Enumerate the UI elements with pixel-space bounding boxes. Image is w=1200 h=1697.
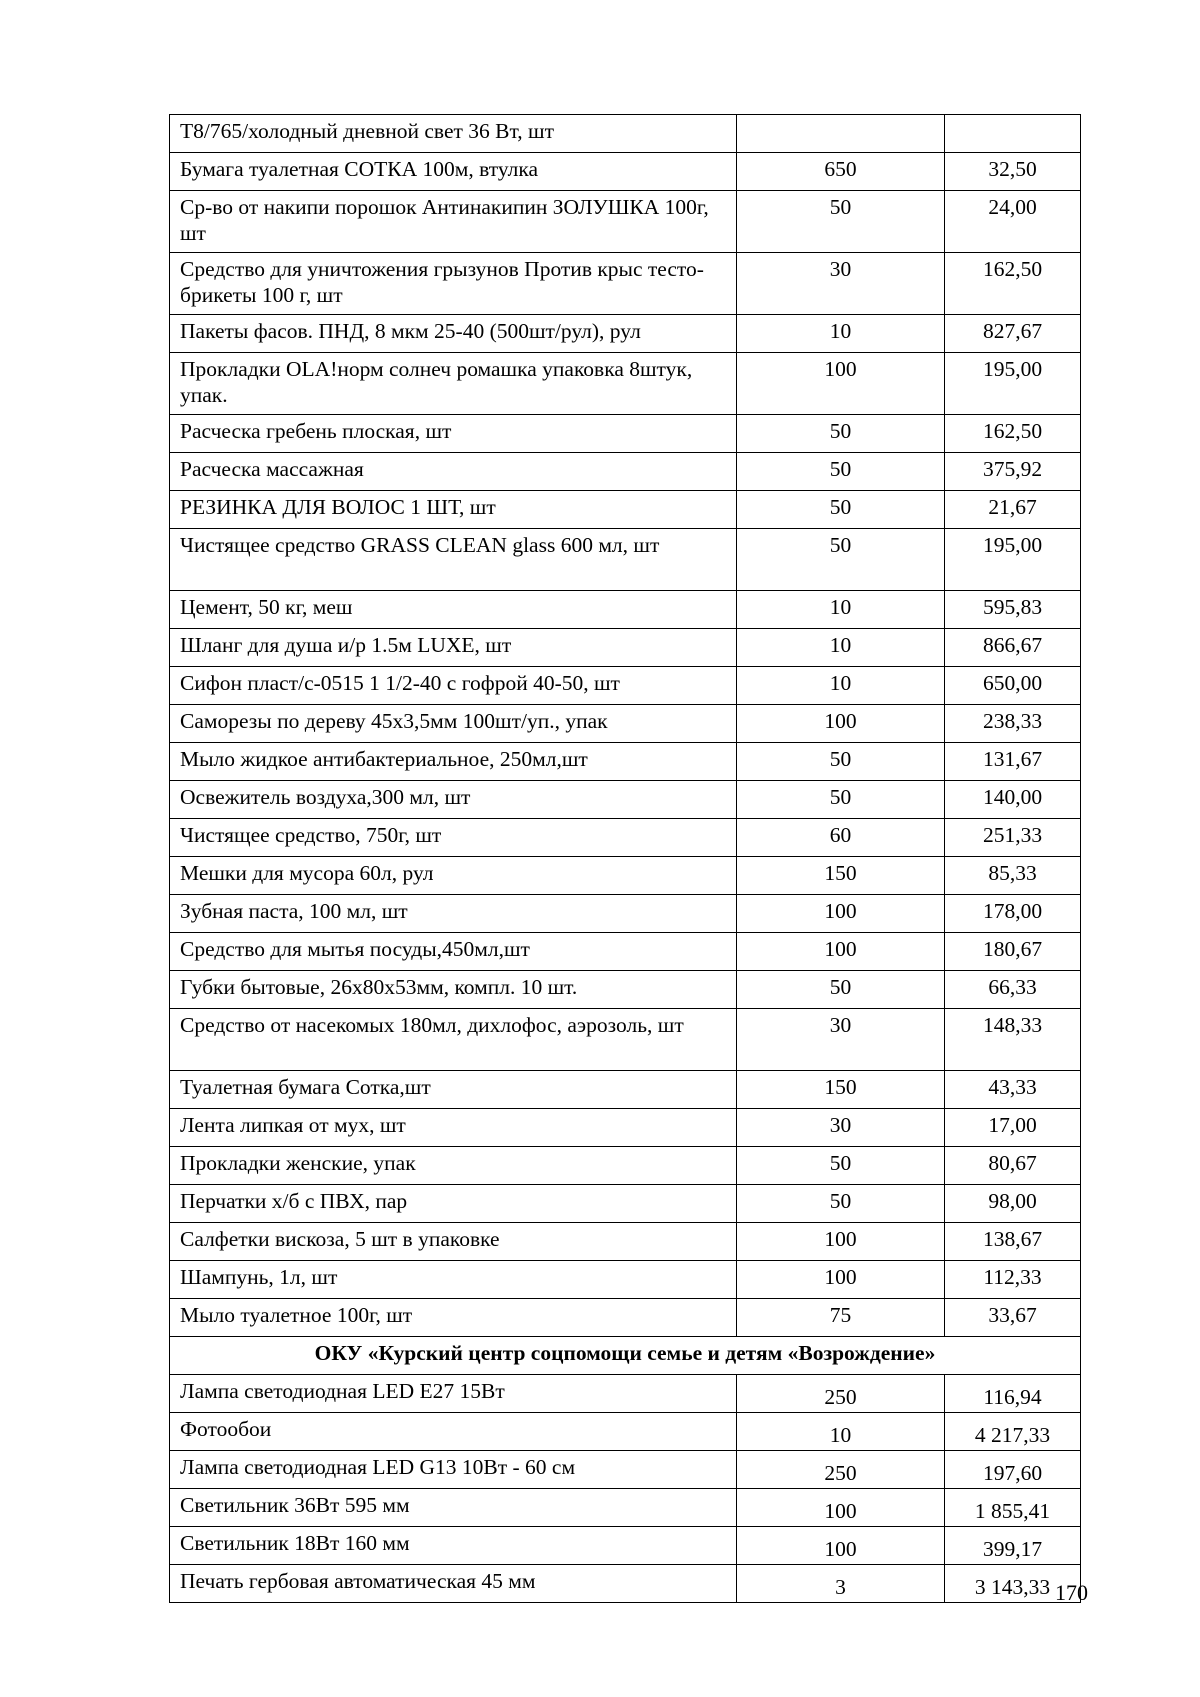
item-price-cell: 195,00 <box>945 529 1081 591</box>
table-row <box>170 667 1081 705</box>
item-qty-cell: 250 <box>737 1451 945 1489</box>
item-price-cell: 238,33 <box>945 705 1081 743</box>
item-price-cell: 4 217,33 <box>945 1413 1081 1451</box>
item-price-cell: 195,00 <box>945 353 1081 415</box>
table-row <box>170 1413 1081 1451</box>
item-name-cell: Прокладки женские, упак <box>170 1147 737 1185</box>
item-price-cell: 827,67 <box>945 315 1081 353</box>
item-qty-cell: 50 <box>737 191 945 253</box>
item-name-cell: Сифон пласт/с-0515 1 1/2-40 с гофрой 40-50, шт <box>170 667 737 705</box>
item-qty-cell: 10 <box>737 591 945 629</box>
item-qty-cell: 60 <box>737 819 945 857</box>
item-qty-cell: 10 <box>737 667 945 705</box>
item-price-cell: 162,50 <box>945 253 1081 315</box>
table-row <box>170 895 1081 933</box>
table-row <box>170 1147 1081 1185</box>
item-name-cell: Расческа гребень плоская, шт <box>170 415 737 453</box>
item-qty-cell: 3 <box>737 1565 945 1603</box>
item-qty-cell: 50 <box>737 415 945 453</box>
item-price-cell: 66,33 <box>945 971 1081 1009</box>
item-name-cell: Мыло жидкое антибактериальное, 250мл,шт <box>170 743 737 781</box>
item-name-cell: РЕЗИНКА ДЛЯ ВОЛОС 1 ШТ, шт <box>170 491 737 529</box>
table-row <box>170 153 1081 191</box>
table-row <box>170 191 1081 253</box>
table-row <box>170 1009 1081 1071</box>
table-row <box>170 781 1081 819</box>
table-row <box>170 743 1081 781</box>
item-qty-cell: 100 <box>737 705 945 743</box>
item-price-cell: 197,60 <box>945 1451 1081 1489</box>
item-price-cell: 98,00 <box>945 1185 1081 1223</box>
item-name-cell: Т8/765/холодный дневной свет 36 Вт, шт <box>170 115 737 153</box>
item-price-cell: 178,00 <box>945 895 1081 933</box>
item-price-cell: 32,50 <box>945 153 1081 191</box>
table-row <box>170 353 1081 415</box>
item-name-cell: Мешки для мусора 60л, рул <box>170 857 737 895</box>
table-row <box>170 1489 1081 1527</box>
table-row <box>170 705 1081 743</box>
items-table-body <box>170 115 1081 1603</box>
item-price-cell: 33,67 <box>945 1299 1081 1337</box>
table-row <box>170 1109 1081 1147</box>
table-row <box>170 857 1081 895</box>
table-row <box>170 1223 1081 1261</box>
item-name-cell: Прокладки OLA!норм солнеч ромашка упаковка 8штук, упак. <box>170 353 737 415</box>
item-name-cell: Бумага туалетная СОТКА 100м, втулка <box>170 153 737 191</box>
item-name-cell: Лампа светодиодная LED G13 10Вт - 60 см <box>170 1451 737 1489</box>
item-qty-cell: 50 <box>737 529 945 591</box>
table-row <box>170 1375 1081 1413</box>
item-qty-cell: 100 <box>737 1261 945 1299</box>
item-name-cell: Салфетки вискоза, 5 шт в упаковке <box>170 1223 737 1261</box>
item-name-cell: Чистящее средство, 750г, шт <box>170 819 737 857</box>
table-row <box>170 819 1081 857</box>
item-name-cell: Лента липкая от мух, шт <box>170 1109 737 1147</box>
item-price-cell: 162,50 <box>945 415 1081 453</box>
item-qty-cell: 650 <box>737 153 945 191</box>
item-name-cell: Туалетная бумага Сотка,шт <box>170 1071 737 1109</box>
item-price-cell: 180,67 <box>945 933 1081 971</box>
item-price-cell: 148,33 <box>945 1009 1081 1071</box>
item-qty-cell <box>737 115 945 153</box>
item-price-cell: 399,17 <box>945 1527 1081 1565</box>
item-name-cell: Фотообои <box>170 1413 737 1451</box>
item-name-cell: Средство от насекомых 180мл, дихлофос, аэрозоль, шт <box>170 1009 737 1071</box>
items-table <box>169 114 1081 1603</box>
item-price-cell: 24,00 <box>945 191 1081 253</box>
item-name-cell: Саморезы по дереву 45х3,5мм 100шт/уп., упак <box>170 705 737 743</box>
item-qty-cell: 50 <box>737 491 945 529</box>
item-price-cell: 140,00 <box>945 781 1081 819</box>
table-row <box>170 253 1081 315</box>
item-qty-cell: 50 <box>737 453 945 491</box>
item-name-cell: Чистящее средство GRASS CLEAN glass 600 мл, шт <box>170 529 737 591</box>
item-name-cell: Губки бытовые, 26х80х53мм, компл. 10 шт. <box>170 971 737 1009</box>
item-name-cell: Светильник 36Вт 595 мм <box>170 1489 737 1527</box>
item-qty-cell: 150 <box>737 1071 945 1109</box>
table-row <box>170 1299 1081 1337</box>
item-price-cell: 131,67 <box>945 743 1081 781</box>
item-name-cell: Ср-во от накипи порошок Антинакипин ЗОЛУШКА 100г, шт <box>170 191 737 253</box>
item-qty-cell: 100 <box>737 1527 945 1565</box>
item-qty-cell: 10 <box>737 629 945 667</box>
item-qty-cell: 100 <box>737 353 945 415</box>
item-price-cell: 116,94 <box>945 1375 1081 1413</box>
table-row <box>170 591 1081 629</box>
table-row <box>170 115 1081 153</box>
item-name-cell: Шампунь, 1л, шт <box>170 1261 737 1299</box>
table-row <box>170 529 1081 591</box>
item-qty-cell: 150 <box>737 857 945 895</box>
item-price-cell: 3 143,33 <box>945 1565 1081 1603</box>
item-qty-cell: 50 <box>737 781 945 819</box>
item-price-cell: 138,67 <box>945 1223 1081 1261</box>
item-qty-cell: 100 <box>737 1489 945 1527</box>
item-price-cell: 85,33 <box>945 857 1081 895</box>
item-name-cell: Печать гербовая автоматическая 45 мм <box>170 1565 737 1603</box>
page-number: 170 <box>1055 1580 1088 1605</box>
item-name-cell: Пакеты фасов. ПНД, 8 мкм 25-40 (500шт/рул), рул <box>170 315 737 353</box>
item-price-cell: 17,00 <box>945 1109 1081 1147</box>
item-name-cell: Зубная паста, 100 мл, шт <box>170 895 737 933</box>
item-qty-cell: 10 <box>737 1413 945 1451</box>
item-qty-cell: 75 <box>737 1299 945 1337</box>
item-qty-cell: 50 <box>737 971 945 1009</box>
item-name-cell: Перчатки х/б с ПВХ, пар <box>170 1185 737 1223</box>
item-qty-cell: 10 <box>737 315 945 353</box>
item-qty-cell: 250 <box>737 1375 945 1413</box>
item-name-cell: Расческа массажная <box>170 453 737 491</box>
table-row <box>170 1071 1081 1109</box>
item-price-cell: 650,00 <box>945 667 1081 705</box>
item-name-cell: Шланг для душа и/р 1.5м LUXE, шт <box>170 629 737 667</box>
item-price-cell: 251,33 <box>945 819 1081 857</box>
item-qty-cell: 30 <box>737 1009 945 1071</box>
item-name-cell: Мыло туалетное 100г, шт <box>170 1299 737 1337</box>
item-qty-cell: 100 <box>737 933 945 971</box>
item-qty-cell: 30 <box>737 1109 945 1147</box>
table-row <box>170 415 1081 453</box>
table-row <box>170 1185 1081 1223</box>
table-row <box>170 1565 1081 1603</box>
item-name-cell: Средство для мытья посуды,450мл,шт <box>170 933 737 971</box>
item-price-cell: 595,83 <box>945 591 1081 629</box>
item-price-cell: 866,67 <box>945 629 1081 667</box>
item-qty-cell: 50 <box>737 1185 945 1223</box>
item-qty-cell: 50 <box>737 1147 945 1185</box>
table-row <box>170 315 1081 353</box>
table-row <box>170 1451 1081 1489</box>
item-price-cell: 21,67 <box>945 491 1081 529</box>
item-price-cell: 112,33 <box>945 1261 1081 1299</box>
table-row <box>170 1261 1081 1299</box>
item-name-cell: Освежитель воздуха,300 мл, шт <box>170 781 737 819</box>
item-name-cell: Лампа светодиодная LED E27 15Вт <box>170 1375 737 1413</box>
item-price-cell: 43,33 <box>945 1071 1081 1109</box>
section-header-row <box>170 1337 1081 1375</box>
table-row <box>170 491 1081 529</box>
item-qty-cell: 100 <box>737 895 945 933</box>
section-header: ОКУ «Курский центр соцпомощи семье и детям «Возрождение» <box>170 1337 1081 1375</box>
item-price-cell: 1 855,41 <box>945 1489 1081 1527</box>
table-row <box>170 1527 1081 1565</box>
table-row <box>170 971 1081 1009</box>
table-row <box>170 629 1081 667</box>
item-qty-cell: 100 <box>737 1223 945 1261</box>
item-name-cell: Светильник 18Вт 160 мм <box>170 1527 737 1565</box>
item-qty-cell: 30 <box>737 253 945 315</box>
table-row <box>170 933 1081 971</box>
item-name-cell: Средство для уничтожения грызунов Против крыс тесто-брикеты 100 г, шт <box>170 253 737 315</box>
item-name-cell: Цемент, 50 кг, меш <box>170 591 737 629</box>
item-price-cell: 80,67 <box>945 1147 1081 1185</box>
item-qty-cell: 50 <box>737 743 945 781</box>
item-price-cell <box>945 115 1081 153</box>
table-row <box>170 453 1081 491</box>
item-price-cell: 375,92 <box>945 453 1081 491</box>
